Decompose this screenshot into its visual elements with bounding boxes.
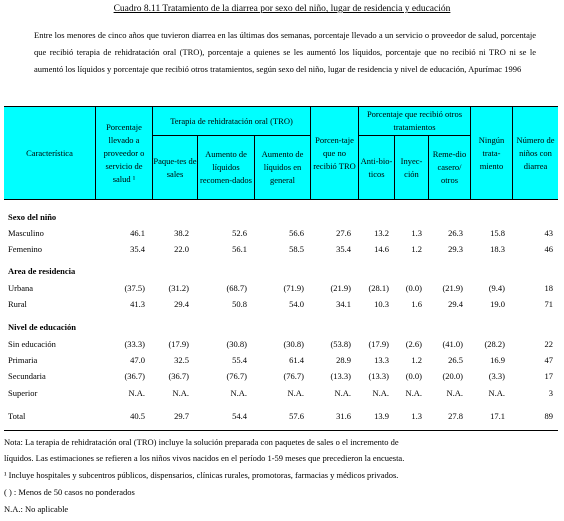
- cell-recomendados: (68.7): [226, 283, 247, 293]
- cell-recomendados: 50.8: [232, 299, 247, 309]
- cell-llevado: 47.0: [130, 355, 145, 365]
- cell-inyeccion: 1.2: [411, 244, 422, 254]
- cell-numero: 46: [544, 244, 553, 254]
- table-row: [4, 228, 558, 242]
- cell-general: 58.5: [289, 244, 304, 254]
- table-description: Entre los menores de cinco años que tuvieron diarrea en las últimas dos semanas, porcentaje llevado a un servicio o proveedor de salud, porcentaje que recibió terapia de rehidratación oral (TRO), porcentaje a quienes se les aumentó los líquidos, porcentaje que no recibió ni TRO ni se le aumentó los líquidos y porcentaje que recibió otros tratamientos, según sexo del niño, lugar de residencia y nivel de educación, Apurímac 1996: [34, 30, 536, 74]
- table-row: [4, 355, 558, 369]
- cell-recomendados: N.A.: [230, 388, 247, 398]
- cell-remedio: (20.0): [442, 371, 463, 381]
- col-llevado: Porcentaje llevado a proveedor o servicio de salud ¹: [103, 121, 145, 184]
- cell-general: 57.6: [289, 411, 304, 421]
- cell-paquetes: 29.4: [174, 299, 189, 309]
- col-inyeccion: Inyec-ción: [400, 155, 423, 179]
- cell-numero: 22: [544, 339, 553, 349]
- section-educacion: Nivel de educación: [8, 322, 76, 332]
- cell-no-tro: 35.4: [336, 244, 351, 254]
- cell-recomendados: 52.6: [232, 228, 247, 238]
- cell-no-tro: (53.8): [330, 339, 351, 349]
- cell-paquetes: 32.5: [174, 355, 189, 365]
- col-paquetes: Paque-tes de sales: [153, 155, 197, 179]
- cell-ningun: N.A.: [488, 388, 505, 398]
- footnote: ¹ Incluye hospitales y subcentros públicos, dispensarios, clínicas rurales, promotoras, farmacias y médicos privados.: [4, 470, 399, 480]
- cell-ningun: (28.2): [484, 339, 505, 349]
- cell-inyeccion: 1.6: [411, 299, 422, 309]
- row-label: Rural: [8, 299, 27, 309]
- row-label: Urbana: [8, 283, 34, 293]
- col-antibioticos: Anti-bio-ticos: [360, 155, 393, 179]
- cell-inyeccion: 1.3: [411, 228, 422, 238]
- cell-paquetes: (17.9): [168, 339, 189, 349]
- table-row: [4, 299, 558, 313]
- col-group-otros: Porcentaje que recibió otros tratamientos: [366, 109, 463, 132]
- cell-paquetes: 38.2: [174, 228, 189, 238]
- table-bottom-rule: [4, 430, 558, 431]
- cell-ningun: (9.4): [488, 283, 505, 293]
- table-header: [4, 106, 558, 200]
- footnote: N.A.: No aplicable: [4, 504, 69, 514]
- cell-no-tro: 27.6: [336, 228, 351, 238]
- cell-llevado: 40.5: [130, 411, 145, 421]
- footnote: ( ) : Menos de 50 casos no ponderados: [4, 487, 135, 497]
- cell-general: (30.8): [283, 339, 304, 349]
- col-general: Aumento de líquidos en general: [261, 149, 304, 185]
- cell-llevado: (37.5): [124, 283, 145, 293]
- cell-remedio: 26.3: [448, 228, 463, 238]
- cell-inyeccion: 1.2: [411, 355, 422, 365]
- cell-remedio: 27.8: [448, 411, 463, 421]
- col-group-tro: Terapia de rehidratación oral (TRO): [170, 115, 293, 126]
- cell-no-tro: 34.1: [336, 299, 351, 309]
- row-label: Total: [8, 411, 26, 421]
- cell-no-tro: (13.3): [330, 371, 351, 381]
- table-row: [4, 339, 558, 353]
- cell-numero: 47: [544, 355, 553, 365]
- cell-recomendados: (76.7): [226, 371, 247, 381]
- cell-ningun: (3.3): [488, 371, 505, 381]
- row-label: Secundaria: [8, 371, 46, 381]
- cell-numero: 18: [544, 283, 553, 293]
- cell-numero: 43: [544, 228, 553, 238]
- cell-llevado: 41.3: [130, 299, 145, 309]
- footnote: Nota: La terapia de rehidratación oral (TRO) incluye la solución preparada con paquetes de sales o el incremento de: [4, 437, 399, 447]
- cell-numero: 3: [548, 388, 553, 398]
- cell-remedio: (41.0): [442, 339, 463, 349]
- table-row: [4, 388, 558, 402]
- col-no-tro: Porcen-taje que no recibió TRO: [313, 134, 356, 171]
- cell-antibioticos: 13.2: [374, 228, 389, 238]
- cell-llevado: (36.7): [124, 371, 145, 381]
- row-label: Superior: [8, 388, 38, 398]
- cell-general: (71.9): [283, 283, 304, 293]
- table-row: [4, 244, 558, 258]
- cell-remedio: (21.9): [442, 283, 463, 293]
- section-area: Area de residencia: [8, 266, 76, 276]
- cell-recomendados: 54.4: [232, 411, 247, 421]
- cell-ningun: 16.9: [490, 355, 505, 365]
- footnote: líquidos. Las estimaciones se refieren a los niños vivos nacidos en el período 1-59 meses que precedieron la encuesta.: [4, 453, 405, 463]
- cell-antibioticos: N.A.: [372, 388, 389, 398]
- cell-inyeccion: N.A.: [405, 388, 422, 398]
- cell-paquetes: N.A.: [172, 388, 189, 398]
- cell-remedio: N.A.: [446, 388, 463, 398]
- cell-inyeccion: (0.0): [405, 283, 422, 293]
- cell-paquetes: (31.2): [168, 283, 189, 293]
- cell-antibioticos: (17.9): [368, 339, 389, 349]
- col-caracteristica: Característica: [26, 147, 73, 158]
- cell-no-tro: 28.9: [336, 355, 351, 365]
- cell-recomendados: (30.8): [226, 339, 247, 349]
- cell-recomendados: 55.4: [232, 355, 247, 365]
- cell-antibioticos: (13.3): [368, 371, 389, 381]
- cell-general: N.A.: [287, 388, 304, 398]
- cell-llevado: N.A.: [128, 388, 145, 398]
- cell-numero: 89: [544, 411, 553, 421]
- section-sexo: Sexo del niño: [8, 212, 57, 222]
- row-label: Masculino: [8, 228, 44, 238]
- cell-no-tro: (21.9): [330, 283, 351, 293]
- cell-llevado: (33.3): [124, 339, 145, 349]
- cell-antibioticos: 13.9: [374, 411, 389, 421]
- cell-ningun: 19.0: [490, 299, 505, 309]
- row-label: Femenino: [8, 244, 42, 254]
- cell-antibioticos: 10.3: [374, 299, 389, 309]
- cell-remedio: 26.5: [448, 355, 463, 365]
- cell-inyeccion: (0.0): [405, 371, 422, 381]
- cell-inyeccion: (2.6): [405, 339, 422, 349]
- row-label: Sin educación: [8, 339, 56, 349]
- cell-antibioticos: 13.3: [374, 355, 389, 365]
- cell-general: 54.0: [289, 299, 304, 309]
- cell-inyeccion: 1.3: [411, 411, 422, 421]
- table-title: Cuadro 8.11 Tratamiento de la diarrea por sexo del niño, lugar de residencia y educación: [113, 4, 451, 14]
- cell-general: 61.4: [289, 355, 304, 365]
- cell-general: 56.6: [289, 228, 304, 238]
- row-label: Primaria: [8, 355, 38, 365]
- table-row: [4, 371, 558, 385]
- cell-no-tro: 31.6: [336, 411, 351, 421]
- cell-numero: 17: [544, 371, 553, 381]
- cell-ningun: 15.8: [490, 228, 505, 238]
- col-recomendados: Aumento de líquidos recomen-dados: [200, 149, 252, 185]
- cell-paquetes: (36.7): [168, 371, 189, 381]
- table-row-total: [4, 411, 558, 425]
- cell-antibioticos: (28.1): [368, 283, 389, 293]
- cell-remedio: 29.4: [448, 299, 463, 309]
- col-remedio: Reme-dio casero/ otros: [432, 149, 467, 185]
- cell-paquetes: 22.0: [174, 244, 189, 254]
- cell-ningun: 17.1: [490, 411, 505, 421]
- cell-paquetes: 29.7: [174, 411, 189, 421]
- cell-remedio: 29.3: [448, 244, 463, 254]
- cell-numero: 71: [544, 299, 553, 309]
- cell-llevado: 46.1: [130, 228, 145, 238]
- cell-general: (76.7): [283, 371, 304, 381]
- cell-recomendados: 56.1: [232, 244, 247, 254]
- cell-antibioticos: 14.6: [374, 244, 389, 254]
- table-row: [4, 283, 558, 297]
- cell-no-tro: N.A.: [334, 388, 351, 398]
- col-ningun: Ningún trata-miento: [478, 134, 505, 171]
- cell-llevado: 35.4: [130, 244, 145, 254]
- cell-ningun: 18.3: [490, 244, 505, 254]
- col-numero: Número de niños con diarrea: [516, 134, 555, 171]
